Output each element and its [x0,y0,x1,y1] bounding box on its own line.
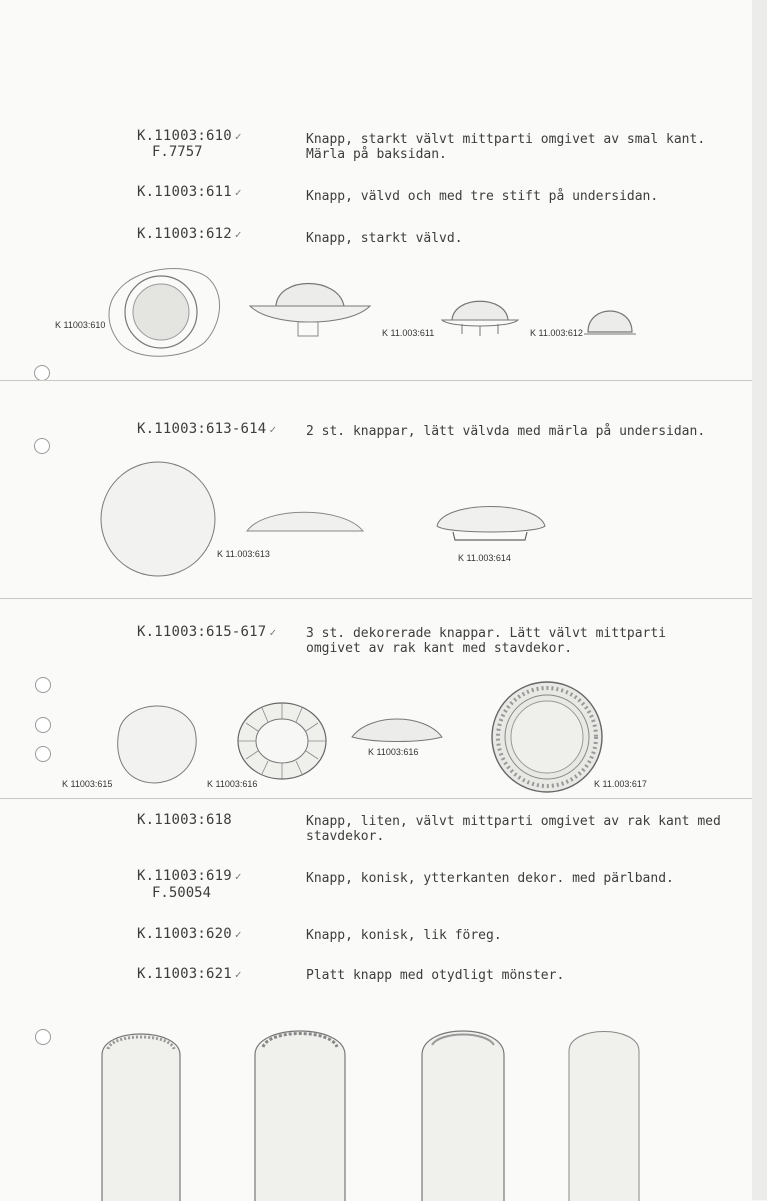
sub-number: F.50054 [152,885,212,901]
check-mark-icon: ✓ [234,968,242,981]
entry-description: Knapp, starkt välvt mittparti omgivet av smal kant. Märla på baksidan. [306,132,706,162]
button-drawing-613-profile [245,501,365,536]
button-drawing-618 [100,1019,182,1201]
drawing-label: K 11003:616 [207,779,258,789]
catalog-card-4 [0,798,752,1201]
punch-hole [35,1029,51,1045]
button-drawing-610-profile [248,268,373,343]
drawing-label: K 11003:616 [368,747,419,757]
check-mark-icon: ✓ [234,870,242,883]
check-mark-icon: ✓ [234,228,242,241]
catalog-number: K.11003:612 ✓ [137,226,242,242]
drawing-label: K 11003:615 [62,779,113,789]
check-mark-icon: ✓ [269,423,277,436]
catalog-card-2 [0,380,752,599]
button-drawing-615 [110,697,200,787]
drawing-label: K 11.003:617 [594,779,647,789]
check-mark-icon: ✓ [234,928,242,941]
drawing-label: K 11003:610 [55,320,106,330]
catalog-number: K.11003:611 ✓ [137,184,242,200]
catalog-number: K.11003:619 ✓ [137,868,242,884]
check-mark-icon: ✓ [269,626,277,639]
check-mark-icon: ✓ [234,130,242,143]
entry-description: Knapp, välvd och med tre stift på undersidan. [306,189,659,204]
right-page-edge [752,0,767,1200]
button-drawing-616-profile [350,711,445,746]
catalog-card-3 [0,598,752,799]
button-drawing-614 [433,496,548,546]
catalog-number: K.11003:620 ✓ [137,926,242,942]
entry-description: Knapp, liten, välvt mittparti omgivet av rak kant med stavdekor. [306,814,721,844]
punch-hole [35,677,51,693]
entry-description: Knapp, starkt välvd. [306,231,463,246]
drawing-label: K 11.003:614 [458,553,511,563]
drawing-label: K 11.003:612 [530,328,583,338]
catalog-card-1 [0,0,752,380]
button-drawing-610 [105,262,225,362]
catalog-number: K.11003:618 [137,812,232,828]
punch-hole [34,438,50,454]
button-drawing-621 [567,1017,641,1201]
catalog-number: K.11003:613-614 ✓ [137,421,277,437]
punch-hole [35,746,51,762]
entry-description: Knapp, konisk, lik föreg. [306,928,502,943]
sub-number: F.7757 [152,144,203,160]
button-drawing-612 [582,298,638,343]
button-drawing-617 [490,681,605,793]
button-drawing-619 [253,1017,347,1201]
button-drawing-616 [236,701,328,781]
punch-hole [34,365,50,381]
button-drawing-620 [420,1017,506,1201]
entry-description: 2 st. knappar, lätt välvda med märla på undersidan. [306,424,706,439]
entry-description: Platt knapp med otydligt mönster. [306,968,565,983]
catalog-number: K.11003:615-617 ✓ [137,624,277,640]
entry-description: Knapp, konisk, ytterkanten dekor. med pärlband. [306,871,674,886]
button-drawing-613 [100,463,220,579]
catalog-number: K.11003:621 ✓ [137,966,242,982]
entry-description: 3 st. dekorerade knappar. Lätt välvt mittparti omgivet av rak kant med stavdekor. [306,626,667,656]
drawing-label: K 11.003:611 [382,328,435,338]
punch-hole [35,717,51,733]
catalog-number: K.11003:610 ✓ [137,128,242,144]
button-drawing-611 [440,290,520,340]
check-mark-icon: ✓ [234,186,242,199]
drawing-label: K 11.003:613 [217,549,270,559]
